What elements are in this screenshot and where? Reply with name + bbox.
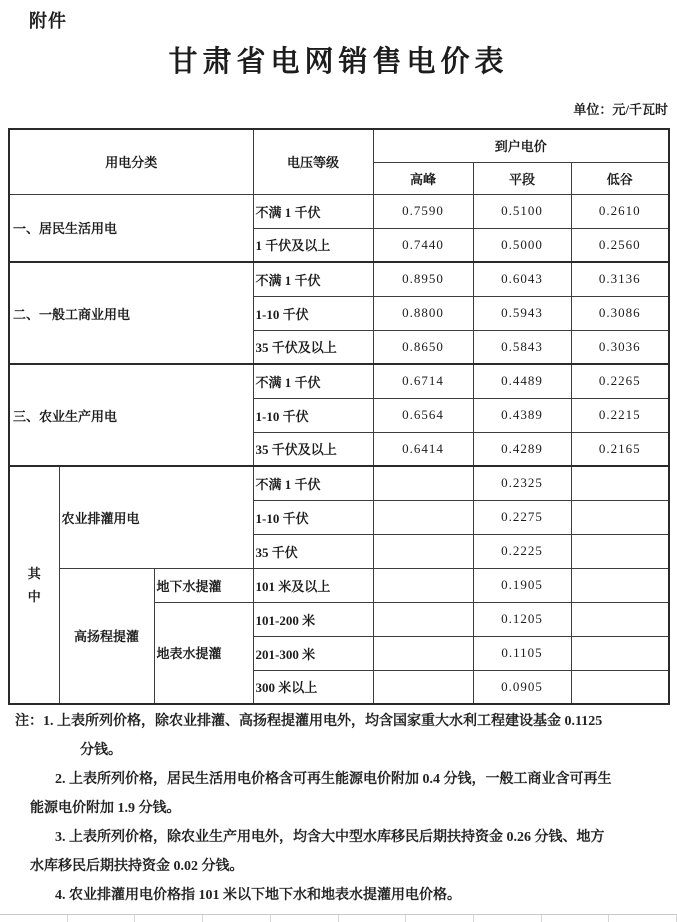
valley-price-cell: 0.3136 — [571, 262, 669, 296]
voltage-cell: 101-200 米 — [253, 602, 373, 636]
peak-price-cell — [373, 602, 473, 636]
valley-price-cell: 0.2165 — [571, 432, 669, 466]
cell-surface-water-lift: 地表水提灌 — [154, 602, 253, 704]
peak-price-cell — [373, 636, 473, 670]
flat-price-cell: 0.2325 — [473, 466, 571, 500]
spreadsheet-gridline — [0, 914, 677, 922]
valley-price-cell — [571, 602, 669, 636]
header-household-price: 到户电价 — [373, 129, 669, 162]
peak-price-cell: 0.6414 — [373, 432, 473, 466]
valley-price-cell: 0.3036 — [571, 330, 669, 364]
flat-price-cell: 0.5943 — [473, 296, 571, 330]
voltage-cell: 35 千伏及以上 — [253, 432, 373, 466]
note-line: 分钱。 — [80, 743, 122, 758]
peak-price-cell — [373, 534, 473, 568]
voltage-cell: 不满 1 千伏 — [253, 466, 373, 500]
attachment-label: 附件 — [29, 11, 67, 31]
cell-groundwater-lift: 地下水提灌 — [154, 568, 253, 602]
table-row — [9, 466, 669, 500]
valley-price-cell: 0.2265 — [571, 364, 669, 398]
unit-label: 单位：元/千瓦时 — [573, 102, 668, 117]
flat-price-cell: 0.4389 — [473, 398, 571, 432]
flat-price-cell: 0.6043 — [473, 262, 571, 296]
flat-price-cell: 0.2275 — [473, 500, 571, 534]
table-row — [9, 568, 669, 602]
note-line: 3. 上表所列价格，除农业生产用电外，均含大中型水库移民后期扶持资金 0.26 分钱、地方 — [55, 830, 605, 845]
valley-price-cell — [571, 500, 669, 534]
price-table — [8, 128, 670, 705]
flat-price-cell: 0.1905 — [473, 568, 571, 602]
peak-price-cell — [373, 568, 473, 602]
voltage-cell: 35 千伏及以上 — [253, 330, 373, 364]
valley-price-cell — [571, 568, 669, 602]
flat-price-cell: 0.5000 — [473, 228, 571, 262]
peak-price-cell: 0.8650 — [373, 330, 473, 364]
peak-price-cell: 0.6714 — [373, 364, 473, 398]
voltage-cell: 不满 1 千伏 — [253, 194, 373, 228]
peak-price-cell: 0.6564 — [373, 398, 473, 432]
note-line: 注：1. 上表所列价格，除农业排灌、高扬程提灌用电外，均含国家重大水利工程建设基金 0.1125 — [15, 714, 603, 729]
valley-price-cell: 0.2560 — [571, 228, 669, 262]
flat-price-cell: 0.5100 — [473, 194, 571, 228]
valley-price-cell — [571, 636, 669, 670]
among-which-vertical-text: 其中 — [27, 565, 41, 604]
flat-price-cell: 0.4489 — [473, 364, 571, 398]
peak-price-cell — [373, 670, 473, 704]
cell-agriculture-production: 三、农业生产用电 — [9, 364, 253, 466]
flat-price-cell: 0.0905 — [473, 670, 571, 704]
notes-section — [0, 707, 677, 910]
voltage-cell: 35 千伏 — [253, 534, 373, 568]
valley-price-cell — [571, 534, 669, 568]
valley-price-cell: 0.2215 — [571, 398, 669, 432]
cell-high-lift-irrigation: 高扬程提灌 — [59, 568, 154, 704]
header-voltage-level: 电压等级 — [253, 129, 373, 194]
header-peak: 高峰 — [373, 162, 473, 194]
valley-price-cell: 0.2610 — [571, 194, 669, 228]
note-line: 2. 上表所列价格，居民生活用电价格含可再生能源电价附加 0.4 分钱，一般工商业含可再生 — [55, 772, 612, 787]
voltage-cell: 1-10 千伏 — [253, 398, 373, 432]
voltage-cell: 不满 1 千伏 — [253, 364, 373, 398]
cell-residential: 一、居民生活用电 — [9, 194, 253, 262]
note-line: 能源电价附加 1.9 分钱。 — [30, 801, 181, 816]
voltage-cell: 201-300 米 — [253, 636, 373, 670]
voltage-cell: 不满 1 千伏 — [253, 262, 373, 296]
table-row — [9, 364, 669, 398]
voltage-cell: 101 米及以上 — [253, 568, 373, 602]
note-line: 水库移民后期扶持资金 0.02 分钱。 — [30, 859, 244, 874]
valley-price-cell — [571, 466, 669, 500]
valley-price-cell — [571, 670, 669, 704]
note-line: 4. 农业排灌用电价格指 101 米以下地下水和地表水提灌用电价格。 — [55, 888, 461, 903]
flat-price-cell: 0.1105 — [473, 636, 571, 670]
page-title: 甘肃省电网销售电价表 — [168, 46, 509, 78]
table-row — [9, 194, 669, 228]
peak-price-cell: 0.8800 — [373, 296, 473, 330]
header-valley: 低谷 — [571, 162, 669, 194]
peak-price-cell: 0.8950 — [373, 262, 473, 296]
peak-price-cell — [373, 500, 473, 534]
peak-price-cell: 0.7440 — [373, 228, 473, 262]
voltage-cell: 1-10 千伏 — [253, 500, 373, 534]
table-row — [9, 262, 669, 296]
header-flat: 平段 — [473, 162, 571, 194]
peak-price-cell — [373, 466, 473, 500]
flat-price-cell: 0.2225 — [473, 534, 571, 568]
flat-price-cell: 0.4289 — [473, 432, 571, 466]
voltage-cell: 1 千伏及以上 — [253, 228, 373, 262]
header-usage-category: 用电分类 — [9, 129, 253, 194]
cell-agriculture-irrigation: 农业排灌用电 — [59, 466, 253, 568]
flat-price-cell: 0.1205 — [473, 602, 571, 636]
table-header-row — [9, 129, 669, 162]
cell-commercial: 二、一般工商业用电 — [9, 262, 253, 364]
peak-price-cell: 0.7590 — [373, 194, 473, 228]
cell-among-which — [9, 466, 59, 704]
voltage-cell: 300 米以上 — [253, 670, 373, 704]
valley-price-cell: 0.3086 — [571, 296, 669, 330]
voltage-cell: 1-10 千伏 — [253, 296, 373, 330]
flat-price-cell: 0.5843 — [473, 330, 571, 364]
